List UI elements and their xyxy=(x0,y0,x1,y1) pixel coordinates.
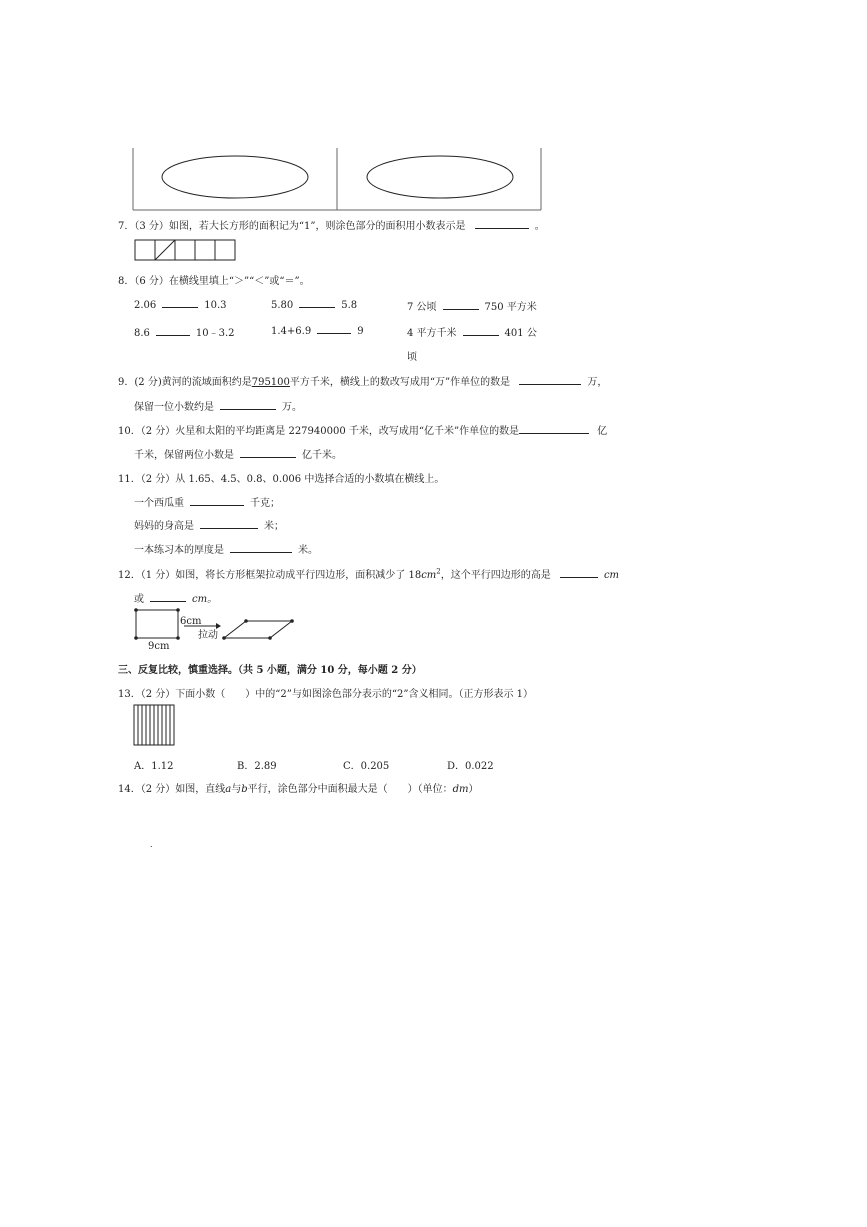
q12-side-label: 6cm xyxy=(180,616,202,627)
q13-option-a[interactable]: A．1.12 xyxy=(134,761,174,772)
q13-option-b[interactable]: B．2.89 xyxy=(237,761,277,772)
question-11: 11．（2 分）从 1.65、4.5、0.8、0.006 中选择合适的小数填在横线上。 xyxy=(118,474,445,485)
q8-item-4: 8.6 10﹣3.2 xyxy=(134,328,235,339)
q8-item-1: 2.06 10.3 xyxy=(134,300,227,311)
question-14: 14．（2 分）如图，直线a与b平行，涂色部分中面积最大是（ ）（单位：dm） xyxy=(118,784,479,795)
q9-number: 795100 xyxy=(251,377,290,388)
q7-text: 如图，若大长方形的面积记为“1”，则涂色部分的面积用小数表示是 xyxy=(168,221,466,232)
q12-action-label: 拉动 xyxy=(198,630,218,641)
q7-score: （3 分） xyxy=(134,221,169,232)
q7-end: 。 xyxy=(534,221,545,232)
q11-line-2: 妈妈的身高是 米； xyxy=(134,521,284,532)
q8-item-5: 1.4+6.9 9 xyxy=(271,326,364,337)
q8-score: （6 分） xyxy=(134,276,169,287)
q8-item-3: 7 公顷 750 平方米 xyxy=(407,302,537,313)
q8-item-2: 5.80 5.8 xyxy=(271,300,358,311)
q11-line-1: 一个西瓜重 千克； xyxy=(134,498,280,509)
q12-line-2: 或 cm。 xyxy=(134,594,218,605)
q9-line-2: 保留一位小数约是 万。 xyxy=(134,402,302,413)
question-12: 12．（1 分）如图，将长方形框架拉动成平行四边形，面积减少了 $18cm^2$，这个平行四边形的高是 cm xyxy=(118,567,620,581)
question-13: 13．（2 分）下面小数（ ）中的“2”与如图涂色部分表示的“2”含义相同。（正方形表示 1） xyxy=(118,689,533,700)
q11-line-3: 一本练习本的厚度是 米。 xyxy=(134,545,318,556)
stray-dot: . xyxy=(150,840,153,849)
q8-num: 8． xyxy=(118,276,135,287)
q12-bottom-label: 9cm xyxy=(148,641,170,652)
q10-line-2: 千米，保留两位小数是 亿千米。 xyxy=(134,450,342,461)
q8-wrap: 顷 xyxy=(407,352,417,363)
q8-item-6: 4 平方千米 401 公 xyxy=(407,328,537,339)
question-9: 9．(2 分)黄河的流域面积约是795100平方千米，横线上的数改写成用“万”作单位的数是 万， xyxy=(118,377,608,388)
q8-text: 在横线里填上“＞”“＜”或“＝”。 xyxy=(168,276,310,287)
q7-num: 7． xyxy=(118,221,135,232)
q13-option-d[interactable]: D．0.022 xyxy=(447,761,494,772)
section-3-title: 三、反复比较，慎重选择。（共 5 小题，满分 10 分，每小题 2 分） xyxy=(118,665,422,676)
q13-option-c[interactable]: C．0.205 xyxy=(343,761,390,772)
question-10: 10．（2 分）火星和太阳的平均距离是 227940000 千米，改写成用“亿千米”作单位的数是 亿 xyxy=(118,426,608,437)
